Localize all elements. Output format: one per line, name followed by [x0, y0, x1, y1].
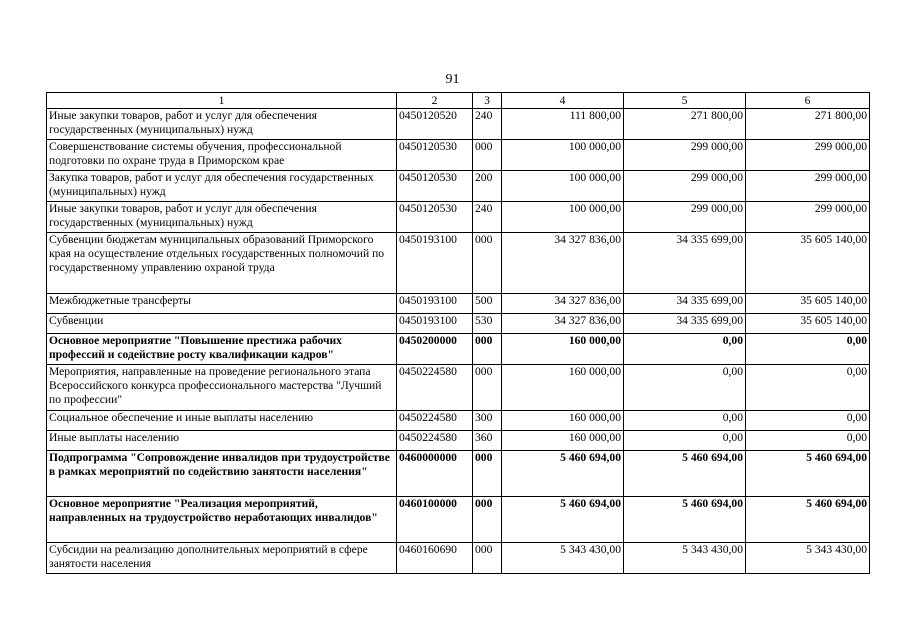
value-col4-cell: 100 000,00 — [502, 202, 624, 233]
expense-type-cell: 000 — [473, 365, 502, 411]
value-col4-cell: 160 000,00 — [502, 334, 624, 365]
expense-type-cell: 240 — [473, 109, 502, 140]
budget-code-cell: 0460100000 — [397, 497, 473, 543]
value-col6-cell: 35 605 140,00 — [746, 294, 870, 314]
budget-code-cell: 0460000000 — [397, 451, 473, 497]
value-col5-cell: 271 800,00 — [624, 109, 746, 140]
table-row — [47, 497, 870, 543]
row-name-cell: Субвенции — [47, 314, 397, 334]
expense-type-cell: 530 — [473, 314, 502, 334]
expense-type-cell: 300 — [473, 411, 502, 431]
budget-code-cell: 0450224580 — [397, 411, 473, 431]
expense-type-cell: 240 — [473, 202, 502, 233]
row-name-cell: Иные выплаты населению — [47, 431, 397, 451]
expense-type-cell: 000 — [473, 140, 502, 171]
expense-type-cell: 000 — [473, 451, 502, 497]
table-row — [47, 140, 870, 171]
table-header-row — [47, 93, 870, 109]
row-name-cell: Иные закупки товаров, работ и услуг для обеспечения государственных (муниципальных) нужд — [47, 202, 397, 233]
table-row — [47, 171, 870, 202]
value-col6-cell: 35 605 140,00 — [746, 314, 870, 334]
value-col4-cell: 111 800,00 — [502, 109, 624, 140]
value-col6-cell: 299 000,00 — [746, 171, 870, 202]
column-header: 5 — [624, 93, 746, 109]
row-name-cell: Подпрограмма "Сопровождение инвалидов при трудоустройстве в рамках мероприятий по содействию занятости населения" — [47, 451, 397, 497]
row-name-cell: Основное мероприятие "Повышение престижа рабочих профессий и содействие росту квалификации кадров" — [47, 334, 397, 365]
value-col5-cell: 5 343 430,00 — [624, 543, 746, 574]
value-col5-cell: 299 000,00 — [624, 140, 746, 171]
value-col4-cell: 34 327 836,00 — [502, 294, 624, 314]
table-row — [47, 314, 870, 334]
value-col5-cell: 299 000,00 — [624, 202, 746, 233]
value-col5-cell: 0,00 — [624, 365, 746, 411]
table-row — [47, 294, 870, 314]
budget-code-cell: 0450200000 — [397, 334, 473, 365]
value-col5-cell: 34 335 699,00 — [624, 233, 746, 294]
row-name-cell: Субсидии на реализацию дополнительных мероприятий в сфере занятости населения — [47, 543, 397, 574]
page-number: 91 — [445, 72, 460, 87]
table-row — [47, 233, 870, 294]
expense-type-cell: 000 — [473, 334, 502, 365]
table-row — [47, 543, 870, 574]
value-col6-cell: 0,00 — [746, 431, 870, 451]
table-row — [47, 431, 870, 451]
budget-code-cell: 0450120530 — [397, 171, 473, 202]
row-name-cell: Основное мероприятие "Реализация мероприятий, направленных на трудоустройство неработающих инвалидов" — [47, 497, 397, 543]
row-name-cell: Закупка товаров, работ и услуг для обеспечения государственных (муниципальных) нужд — [47, 171, 397, 202]
budget-code-cell: 0450120530 — [397, 202, 473, 233]
value-col6-cell: 5 343 430,00 — [746, 543, 870, 574]
expense-type-cell: 000 — [473, 543, 502, 574]
column-header: 4 — [502, 93, 624, 109]
value-col6-cell: 299 000,00 — [746, 140, 870, 171]
row-name-cell: Мероприятия, направленные на проведение регионального этапа Всероссийского конкурса профессионального мастерства "Лучший по профессии" — [47, 365, 397, 411]
expense-type-cell: 200 — [473, 171, 502, 202]
budget-code-cell: 0450193100 — [397, 314, 473, 334]
budget-code-cell: 0450224580 — [397, 431, 473, 451]
value-col6-cell: 0,00 — [746, 411, 870, 431]
budget-code-cell: 0450193100 — [397, 233, 473, 294]
value-col5-cell: 5 460 694,00 — [624, 497, 746, 543]
value-col5-cell: 34 335 699,00 — [624, 294, 746, 314]
value-col5-cell: 0,00 — [624, 411, 746, 431]
row-name-cell: Субвенции бюджетам муниципальных образований Приморского края на осуществление отдельных государственных полномочий по государственному управлению охраной труда — [47, 233, 397, 294]
row-name-cell: Социальное обеспечение и иные выплаты населению — [47, 411, 397, 431]
column-header: 1 — [47, 93, 397, 109]
value-col4-cell: 100 000,00 — [502, 171, 624, 202]
expense-type-cell: 000 — [473, 233, 502, 294]
table-row — [47, 202, 870, 233]
budget-code-cell: 0450120530 — [397, 140, 473, 171]
column-header: 2 — [397, 93, 473, 109]
value-col6-cell: 5 460 694,00 — [746, 497, 870, 543]
budget-table — [46, 92, 870, 574]
expense-type-cell: 000 — [473, 497, 502, 543]
budget-code-cell: 0450193100 — [397, 294, 473, 314]
row-name-cell: Иные закупки товаров, работ и услуг для обеспечения государственных (муниципальных) нужд — [47, 109, 397, 140]
row-name-cell: Совершенствование системы обучения, профессиональной подготовки по охране труда в Приморском крае — [47, 140, 397, 171]
table-row — [47, 334, 870, 365]
value-col6-cell: 0,00 — [746, 334, 870, 365]
value-col4-cell: 34 327 836,00 — [502, 233, 624, 294]
value-col6-cell: 35 605 140,00 — [746, 233, 870, 294]
value-col4-cell: 100 000,00 — [502, 140, 624, 171]
value-col4-cell: 160 000,00 — [502, 411, 624, 431]
budget-code-cell: 0460160690 — [397, 543, 473, 574]
budget-code-cell: 0450224580 — [397, 365, 473, 411]
column-header: 3 — [473, 93, 502, 109]
value-col5-cell: 299 000,00 — [624, 171, 746, 202]
table-row — [47, 411, 870, 431]
table-row — [47, 109, 870, 140]
table-row — [47, 365, 870, 411]
value-col6-cell: 271 800,00 — [746, 109, 870, 140]
value-col4-cell: 160 000,00 — [502, 431, 624, 451]
value-col5-cell: 34 335 699,00 — [624, 314, 746, 334]
value-col4-cell: 5 343 430,00 — [502, 543, 624, 574]
value-col5-cell: 0,00 — [624, 334, 746, 365]
value-col4-cell: 5 460 694,00 — [502, 497, 624, 543]
value-col4-cell: 160 000,00 — [502, 365, 624, 411]
value-col6-cell: 299 000,00 — [746, 202, 870, 233]
column-header: 6 — [746, 93, 870, 109]
value-col6-cell: 5 460 694,00 — [746, 451, 870, 497]
value-col4-cell: 5 460 694,00 — [502, 451, 624, 497]
value-col5-cell: 0,00 — [624, 431, 746, 451]
value-col5-cell: 5 460 694,00 — [624, 451, 746, 497]
table-row — [47, 451, 870, 497]
budget-code-cell: 0450120520 — [397, 109, 473, 140]
value-col6-cell: 0,00 — [746, 365, 870, 411]
expense-type-cell: 360 — [473, 431, 502, 451]
value-col4-cell: 34 327 836,00 — [502, 314, 624, 334]
row-name-cell: Межбюджетные трансферты — [47, 294, 397, 314]
expense-type-cell: 500 — [473, 294, 502, 314]
